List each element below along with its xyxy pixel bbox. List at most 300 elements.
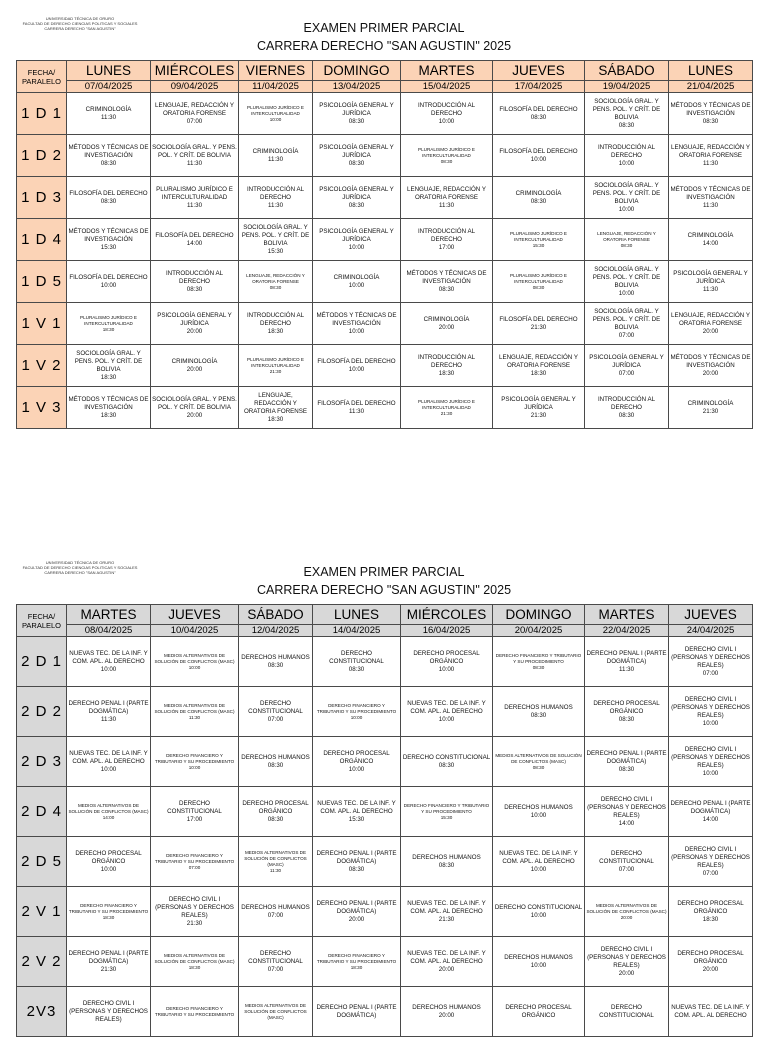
date-header: 17/04/2025	[493, 81, 585, 93]
exam-time: 10:00	[530, 865, 547, 873]
subject-name: DERECHO CONSTITUCIONAL	[248, 949, 303, 965]
exam-cell	[493, 637, 585, 687]
date-header: 24/04/2025	[669, 625, 753, 637]
exam-time: 07:00	[702, 869, 719, 877]
subject-name: DERECHO PENAL I (PARTE DOGMÁTICA)	[586, 749, 667, 765]
exam-time: 08:30	[267, 761, 284, 769]
subject-name: DERECHO CIVIL I (PERSONAS Y DERECHOS REALES)	[671, 845, 750, 869]
subject-name: FILOSOFÍA DEL DERECHO	[499, 315, 578, 323]
exam-time: 08:30	[348, 201, 365, 209]
day-header: VIERNES	[239, 61, 313, 81]
subject-name: LENGUAJE, REDACCIÓN Y ORATORIA FORENSE	[407, 185, 486, 201]
exam-time: 10:00	[618, 289, 635, 297]
paralelo-label: 1 D 3	[17, 177, 67, 219]
date-header-row	[17, 625, 753, 637]
subject-name: MEDIOS ALTERNATIVOS DE SOLUCIÓN DE CONFLICTOS (MASC)	[68, 802, 149, 814]
exam-time: 15:30	[532, 242, 545, 248]
subject-name: DERECHOS HUMANOS	[504, 953, 573, 961]
exam-time: 10:00	[530, 961, 547, 969]
exam-cell	[585, 737, 669, 787]
exam-time: 08:30	[530, 711, 547, 719]
exam-cell	[493, 387, 585, 429]
exam-time: 10:00	[269, 116, 282, 122]
subject-name: SOCIOLOGÍA GRAL. Y PENS. POL. Y CRÍT. DE BOLIVIA	[152, 143, 237, 159]
schedule-table	[16, 60, 753, 429]
subject-name: MÉTODOS Y TÉCNICAS DE INVESTIGACIÓN	[406, 269, 487, 285]
subject-name: NUEVAS TEC. DE LA INF. Y COM. APL. AL DERECHO	[499, 849, 578, 865]
day-header: JUEVES	[151, 605, 239, 625]
exam-cell	[151, 887, 239, 937]
exam-cell	[151, 987, 239, 1037]
paralelo-label: 2 V 2	[17, 937, 67, 987]
exam-time: 08:30	[618, 765, 635, 773]
exam-time: 08:30	[100, 159, 117, 167]
date-header-row	[17, 81, 753, 93]
exam-cell	[493, 219, 585, 261]
exam-cell	[151, 937, 239, 987]
exam-cell	[313, 261, 401, 303]
day-header: SÁBADO	[239, 605, 313, 625]
exam-cell	[239, 261, 313, 303]
exam-time: 18:30	[438, 369, 455, 377]
exam-cell	[401, 837, 493, 887]
exam-cell	[239, 637, 313, 687]
day-header: LUNES	[67, 61, 151, 81]
subject-name: SOCIOLOGÍA GRAL. Y PENS. POL. Y CRÍT. DE BOLIVIA	[592, 265, 661, 289]
exam-time: 18:30	[100, 373, 117, 381]
exam-cell	[585, 261, 669, 303]
exam-time: 18:30	[102, 326, 115, 332]
date-header: 11/04/2025	[239, 81, 313, 93]
table-row	[17, 177, 753, 219]
day-header: MARTES	[585, 605, 669, 625]
exam-cell	[401, 987, 493, 1037]
exam-time: 11:30	[100, 113, 117, 121]
day-header: DOMINGO	[313, 61, 401, 81]
exam-time: 08:30	[348, 665, 365, 673]
exam-time: 21:30	[100, 965, 117, 973]
exam-time: 20:00	[186, 411, 203, 419]
exam-time: 10:00	[100, 765, 117, 773]
paralelo-label: 1 D 1	[17, 93, 67, 135]
exam-time: 20:00	[702, 369, 719, 377]
exam-time: 14:00	[618, 819, 635, 827]
exam-cell	[239, 737, 313, 787]
exam-time: 10:00	[188, 764, 201, 770]
subject-name: DERECHO CONSTITUCIONAL	[402, 753, 491, 761]
exam-cell	[669, 135, 753, 177]
exam-cell	[585, 219, 669, 261]
date-header: 22/04/2025	[585, 625, 669, 637]
exam-cell	[669, 987, 753, 1037]
subject-name: PSICOLOGÍA GENERAL Y JURÍDICA	[319, 143, 394, 159]
subject-name: LENGUAJE, REDACCIÓN Y ORATORIA FORENSE	[671, 143, 750, 159]
table-row	[17, 345, 753, 387]
exam-time: 14:00	[702, 815, 719, 823]
exam-cell	[239, 887, 313, 937]
exam-time: 08:30	[269, 284, 282, 290]
exam-cell	[669, 219, 753, 261]
exam-time: 17:00	[186, 815, 203, 823]
exam-time: 08:30	[440, 158, 453, 164]
subject-name: LENGUAJE, REDACCIÓN Y ORATORIA FORENSE	[597, 230, 656, 242]
day-header: DOMINGO	[493, 605, 585, 625]
subject-name: NUEVAS TEC. DE LA INF. Y COM. APL. AL DERECHO	[407, 699, 486, 715]
paralelo-label: 1 D 5	[17, 261, 67, 303]
exam-time: 08:30	[702, 117, 719, 125]
subject-name: INTRODUCCIÓN AL DERECHO	[597, 395, 656, 411]
exam-cell	[493, 737, 585, 787]
exam-time: 11:30	[618, 665, 635, 673]
exam-time: 08:30	[532, 664, 545, 670]
exam-time: 08:30	[618, 121, 635, 129]
subject-name: CRIMINOLOGÍA	[687, 231, 734, 239]
date-header: 19/04/2025	[585, 81, 669, 93]
exam-cell	[313, 787, 401, 837]
exam-cell	[401, 787, 493, 837]
subject-name: LENGUAJE, REDACCIÓN Y ORATORIA FORENSE	[671, 311, 750, 327]
exam-time: 15:30	[440, 814, 453, 820]
exam-time: 10:00	[348, 765, 365, 773]
day-header: LUNES	[313, 605, 401, 625]
exam-cell	[585, 887, 669, 937]
subject-name: DERECHO CONSTITUCIONAL	[599, 849, 654, 865]
exam-time: 11:30	[186, 159, 203, 167]
table-row	[17, 937, 753, 987]
subject-name: DERECHO FINANCIERO Y TRIBUTARIO Y SU PROCEDIMIENTO	[316, 702, 397, 714]
exam-cell	[239, 93, 313, 135]
subject-name: SOCIOLOGÍA GRAL. Y PENS. POL. Y CRÍT. DE BOLIVIA	[592, 181, 661, 205]
day-header: MIÉRCOLES	[401, 605, 493, 625]
day-header: MARTES	[401, 61, 493, 81]
subject-name: DERECHO FINANCIERO Y TRIBUTARIO Y SU PROCEDIMIENTO	[154, 752, 235, 764]
subject-name: PSICOLOGÍA GENERAL Y JURÍDICA	[589, 353, 664, 369]
date-header: 08/04/2025	[67, 625, 151, 637]
paralelo-label: 1 V 3	[17, 387, 67, 429]
exam-time: 07:00	[267, 911, 284, 919]
subject-name: DERECHOS HUMANOS	[504, 803, 573, 811]
exam-cell	[669, 177, 753, 219]
subject-name: DERECHO PROCESAL ORGÁNICO	[413, 649, 480, 665]
exam-time: 11:30	[702, 285, 719, 293]
exam-time: 10:00	[350, 714, 363, 720]
subject-name: DERECHO CONSTITUCIONAL	[248, 699, 303, 715]
exam-cell	[493, 345, 585, 387]
subject-name: SOCIOLOGÍA GRAL. Y PENS. POL. Y CRÍT. DE BOLIVIA	[241, 223, 310, 247]
exam-time: 10:00	[100, 281, 117, 289]
exam-cell	[67, 135, 151, 177]
exam-time: 10:00	[438, 715, 455, 723]
subject-name: DERECHO CIVIL I (PERSONAS Y DERECHOS REALES)	[671, 695, 750, 719]
faculty-name: FACULTAD DE DERECHO CIENCIAS POLITICAS Y SOCIALES	[22, 565, 138, 570]
exam-time: 21:30	[530, 411, 547, 419]
career-name: CARRERA DERECHO "SAN AGUSTIN"	[44, 570, 116, 575]
exam-cell	[313, 887, 401, 937]
exam-cell	[313, 387, 401, 429]
subject-name: DERECHO PROCESAL ORGÁNICO	[505, 1003, 572, 1019]
exam-time: 08:30	[100, 197, 117, 205]
exam-time: 14:00	[702, 239, 719, 247]
subject-name: NUEVAS TEC. DE LA INF. Y COM. APL. AL DERECHO	[671, 1003, 750, 1019]
exam-cell	[67, 837, 151, 887]
exam-cell	[669, 303, 753, 345]
exam-time: 10:00	[348, 243, 365, 251]
exam-time: 10:00	[348, 365, 365, 373]
exam-cell	[669, 93, 753, 135]
subject-name: NUEVAS TEC. DE LA INF. Y COM. APL. AL DERECHO	[69, 749, 148, 765]
exam-cell	[313, 93, 401, 135]
exam-cell	[493, 787, 585, 837]
exam-cell	[151, 135, 239, 177]
table-row	[17, 987, 753, 1037]
paralelo-label: 1 D 2	[17, 135, 67, 177]
day-header: MIÉRCOLES	[151, 61, 239, 81]
subject-name: MÉTODOS Y TÉCNICAS DE INVESTIGACIÓN	[670, 101, 751, 117]
subject-name: MÉTODOS Y TÉCNICAS DE INVESTIGACIÓN	[670, 185, 751, 201]
subject-name: INTRODUCCIÓN AL DERECHO	[417, 353, 476, 369]
exam-cell	[669, 837, 753, 887]
subject-name: MEDIOS ALTERNATIVOS DE SOLUCIÓN DE CONFLICTOS (MASC)	[244, 1002, 307, 1020]
subject-name: NUEVAS TEC. DE LA INF. Y COM. APL. AL DERECHO	[69, 649, 148, 665]
exam-time: 15:30	[348, 815, 365, 823]
exam-time: 20:00	[702, 327, 719, 335]
exam-time: 08:30	[267, 661, 284, 669]
exam-cell	[239, 837, 313, 887]
exam-time: 10:00	[100, 865, 117, 873]
exam-cell	[67, 737, 151, 787]
exam-time: 10:00	[618, 159, 635, 167]
exam-cell	[585, 93, 669, 135]
exam-time: 21:30	[269, 368, 282, 374]
subject-name: LENGUAJE, REDACCIÓN Y ORATORIA FORENSE	[243, 391, 308, 415]
subject-name: DERECHOS HUMANOS	[241, 653, 310, 661]
subject-name: LENGUAJE, REDACCIÓN Y ORATORIA FORENSE	[499, 353, 578, 369]
subject-name: DERECHO PROCESAL ORGÁNICO	[323, 749, 390, 765]
exam-cell	[67, 637, 151, 687]
subject-name: DERECHOS HUMANOS	[241, 753, 310, 761]
subject-name: DERECHO FINANCIERO Y TRIBUTARIO Y SU PROCEDIMIENTO	[154, 852, 235, 864]
subject-name: FILOSOFÍA DEL DERECHO	[317, 399, 396, 407]
exam-time: 21:30	[530, 323, 547, 331]
subject-name: PLURALISMO JURÍDICO E INTERCULTURALIDAD	[510, 230, 567, 242]
table-row	[17, 261, 753, 303]
subject-name: INTRODUCCIÓN AL DERECHO	[417, 101, 476, 117]
subject-name: PLURALISMO JURÍDICO E INTERCULTURALIDAD	[418, 398, 475, 410]
exam-time: 10:00	[530, 911, 547, 919]
exam-cell	[585, 987, 669, 1037]
exam-cell	[493, 93, 585, 135]
subject-name: MÉTODOS Y TÉCNICAS DE INVESTIGACIÓN	[68, 227, 149, 243]
subject-name: FILOSOFÍA DEL DERECHO	[317, 357, 396, 365]
subject-name: NUEVAS TEC. DE LA INF. Y COM. APL. AL DERECHO	[407, 949, 486, 965]
exam-cell	[401, 135, 493, 177]
exam-time: 08:30	[267, 815, 284, 823]
exam-time: 11:30	[348, 407, 365, 415]
exam-cell	[493, 261, 585, 303]
exam-cell	[313, 987, 401, 1037]
day-header: JUEVES	[669, 605, 753, 625]
subject-name: CRIMINOLOGÍA	[515, 189, 562, 197]
subject-name: MEDIOS ALTERNATIVOS DE SOLUCIÓN DE CONFLICTOS (MASC)	[154, 702, 235, 714]
subject-name: NUEVAS TEC. DE LA INF. Y COM. APL. AL DERECHO	[407, 899, 486, 915]
exam-time: 20:00	[186, 365, 203, 373]
exam-cell	[493, 303, 585, 345]
exam-cell	[239, 219, 313, 261]
subject-name: DERECHO CONSTITUCIONAL	[329, 649, 384, 665]
exam-cell	[239, 987, 313, 1037]
exam-time: 11:30	[702, 159, 719, 167]
exam-cell	[239, 687, 313, 737]
exam-time: 20:00	[438, 323, 455, 331]
day-header-row	[17, 61, 753, 81]
subject-name: MEDIOS ALTERNATIVOS DE SOLUCIÓN DE CONFLICTOS (MASC)	[154, 652, 235, 664]
exam-time: 08:30	[532, 284, 545, 290]
exam-time: 11:30	[186, 201, 203, 209]
subject-name: PLURALISMO JURÍDICO E INTERCULTURALIDAD	[418, 146, 475, 158]
subject-name: DERECHO CIVIL I (PERSONAS Y DERECHOS REALES)	[155, 895, 234, 919]
exam-cell	[585, 787, 669, 837]
exam-time: 10:00	[530, 811, 547, 819]
exam-cell	[239, 135, 313, 177]
exam-cell	[239, 387, 313, 429]
exam-time: 08:30	[348, 159, 365, 167]
table-row	[17, 387, 753, 429]
exam-cell	[401, 261, 493, 303]
exam-cell	[585, 303, 669, 345]
exam-time: 10:00	[530, 155, 547, 163]
exam-time: 07:00	[267, 715, 284, 723]
exam-time: 18:30	[530, 369, 547, 377]
exam-time: 20:00	[186, 327, 203, 335]
subject-name: CRIMINOLOGÍA	[333, 273, 380, 281]
table-row	[17, 737, 753, 787]
exam-time: 07:00	[618, 331, 635, 339]
subject-name: CRIMINOLOGÍA	[85, 105, 132, 113]
exam-time: 08:30	[530, 197, 547, 205]
subject-name: DERECHO CONSTITUCIONAL	[599, 1003, 654, 1019]
exam-cell	[401, 387, 493, 429]
subject-name: FILOSOFÍA DEL DERECHO	[155, 231, 234, 239]
exam-cell	[669, 261, 753, 303]
subject-name: DERECHO PROCESAL ORGÁNICO	[677, 899, 744, 915]
exam-cell	[313, 737, 401, 787]
date-header: 15/04/2025	[401, 81, 493, 93]
exam-cell	[493, 687, 585, 737]
subject-name: MEDIOS ALTERNATIVOS DE SOLUCIÓN DE CONFLICTOS (MASC)	[154, 952, 235, 964]
schedule-section-1	[0, 0, 768, 440]
subject-name: MEDIOS ALTERNATIVOS DE SOLUCIÓN DE CONFLICTOS (MASC)	[586, 902, 667, 914]
subject-name: DERECHO CIVIL I (PERSONAS Y DERECHOS REALES)	[671, 645, 750, 669]
paralelo-label: 2 V 1	[17, 887, 67, 937]
exam-time: 11:30	[188, 714, 201, 720]
exam-time: 08:30	[438, 761, 455, 769]
exam-time: 10:00	[438, 117, 455, 125]
subject-name: DERECHOS HUMANOS	[412, 1003, 481, 1011]
exam-time: 10:00	[618, 205, 635, 213]
exam-time: 10:00	[100, 665, 117, 673]
exam-time: 20:00	[438, 965, 455, 973]
table-row	[17, 837, 753, 887]
table-row	[17, 687, 753, 737]
exam-time: 07:00	[188, 864, 201, 870]
exam-cell	[669, 887, 753, 937]
subject-name: DERECHO PENAL I (PARTE DOGMÁTICA)	[586, 649, 667, 665]
exam-cell	[585, 177, 669, 219]
subject-name: DERECHO CIVIL I (PERSONAS Y DERECHOS REALES)	[587, 795, 666, 819]
exam-cell	[493, 937, 585, 987]
exam-cell	[493, 987, 585, 1037]
exam-cell	[239, 303, 313, 345]
exam-cell	[401, 687, 493, 737]
subject-name: SOCIOLOGÍA GRAL. Y PENS. POL. Y CRÍT. DE BOLIVIA	[74, 349, 143, 373]
exam-time: 08:30	[530, 113, 547, 121]
exam-time: 18:30	[102, 914, 115, 920]
exam-cell	[669, 737, 753, 787]
exam-cell	[493, 887, 585, 937]
subject-name: SOCIOLOGÍA GRAL. Y PENS. POL. Y CRÍT. DE BOLIVIA	[592, 307, 661, 331]
date-header: 07/04/2025	[67, 81, 151, 93]
subject-name: PLURALISMO JURÍDICO E INTERCULTURALIDAD	[156, 185, 233, 201]
exam-time: 18:30	[267, 327, 284, 335]
exam-time: 18:30	[267, 415, 284, 423]
date-header: 13/04/2025	[313, 81, 401, 93]
exam-cell	[67, 93, 151, 135]
subject-name: NUEVAS TEC. DE LA INF. Y COM. APL. AL DERECHO	[317, 799, 396, 815]
exam-cell	[67, 261, 151, 303]
corner-header: FECHA/ PARALELO	[17, 61, 67, 93]
subject-name: FILOSOFÍA DEL DERECHO	[69, 273, 148, 281]
schedule-section-2	[0, 544, 768, 1024]
subject-name: DERECHOS HUMANOS	[412, 853, 481, 861]
subject-name: DERECHO CONSTITUCIONAL	[167, 799, 222, 815]
date-header: 10/04/2025	[151, 625, 239, 637]
paralelo-label: 2 D 1	[17, 637, 67, 687]
subject-name: MÉTODOS Y TÉCNICAS DE INVESTIGACIÓN	[68, 143, 149, 159]
exam-time: 21:30	[440, 410, 453, 416]
exam-cell	[151, 219, 239, 261]
subject-name: PLURALISMO JURÍDICO E INTERCULTURALIDAD	[510, 272, 567, 284]
exam-cell	[67, 387, 151, 429]
exam-time: 07:00	[186, 117, 203, 125]
subject-name: INTRODUCCIÓN AL DERECHO	[246, 185, 305, 201]
subject-name: DERECHO FINANCIERO Y TRIBUTARIO Y SU PROCEDIMIENTO	[154, 1005, 235, 1017]
exam-time: 21:30	[438, 915, 455, 923]
exam-cell	[493, 177, 585, 219]
subject-name: DERECHO CIVIL I (PERSONAS Y DERECHOS REALES)	[587, 945, 666, 969]
date-header: 20/04/2025	[493, 625, 585, 637]
exam-cell	[401, 177, 493, 219]
day-header-row	[17, 605, 753, 625]
subject-name: FILOSOFÍA DEL DERECHO	[499, 105, 578, 113]
exam-cell	[239, 345, 313, 387]
exam-cell	[669, 787, 753, 837]
exam-time: 08:30	[438, 861, 455, 869]
exam-cell	[585, 687, 669, 737]
exam-cell	[401, 887, 493, 937]
exam-time: 08:30	[532, 764, 545, 770]
exam-title: EXAMEN PRIMER PARCIAL	[303, 21, 465, 35]
subject-name: CRIMINOLOGÍA	[171, 357, 218, 365]
subject-name: PSICOLOGÍA GENERAL Y JURÍDICA	[501, 395, 576, 411]
subject-name: DERECHO FINANCIERO Y TRIBUTARIO Y SU PROCEDIMIENTO	[68, 902, 149, 914]
exam-cell	[151, 787, 239, 837]
exam-cell	[585, 937, 669, 987]
exam-cell	[313, 135, 401, 177]
career-title: CARRERA DERECHO "SAN AGUSTIN" 2025	[256, 39, 512, 53]
paralelo-label: 1 D 4	[17, 219, 67, 261]
exam-cell	[585, 387, 669, 429]
subject-name: MEDIOS ALTERNATIVOS DE SOLUCIÓN DE CONFLICTOS (MASC)	[244, 849, 307, 867]
